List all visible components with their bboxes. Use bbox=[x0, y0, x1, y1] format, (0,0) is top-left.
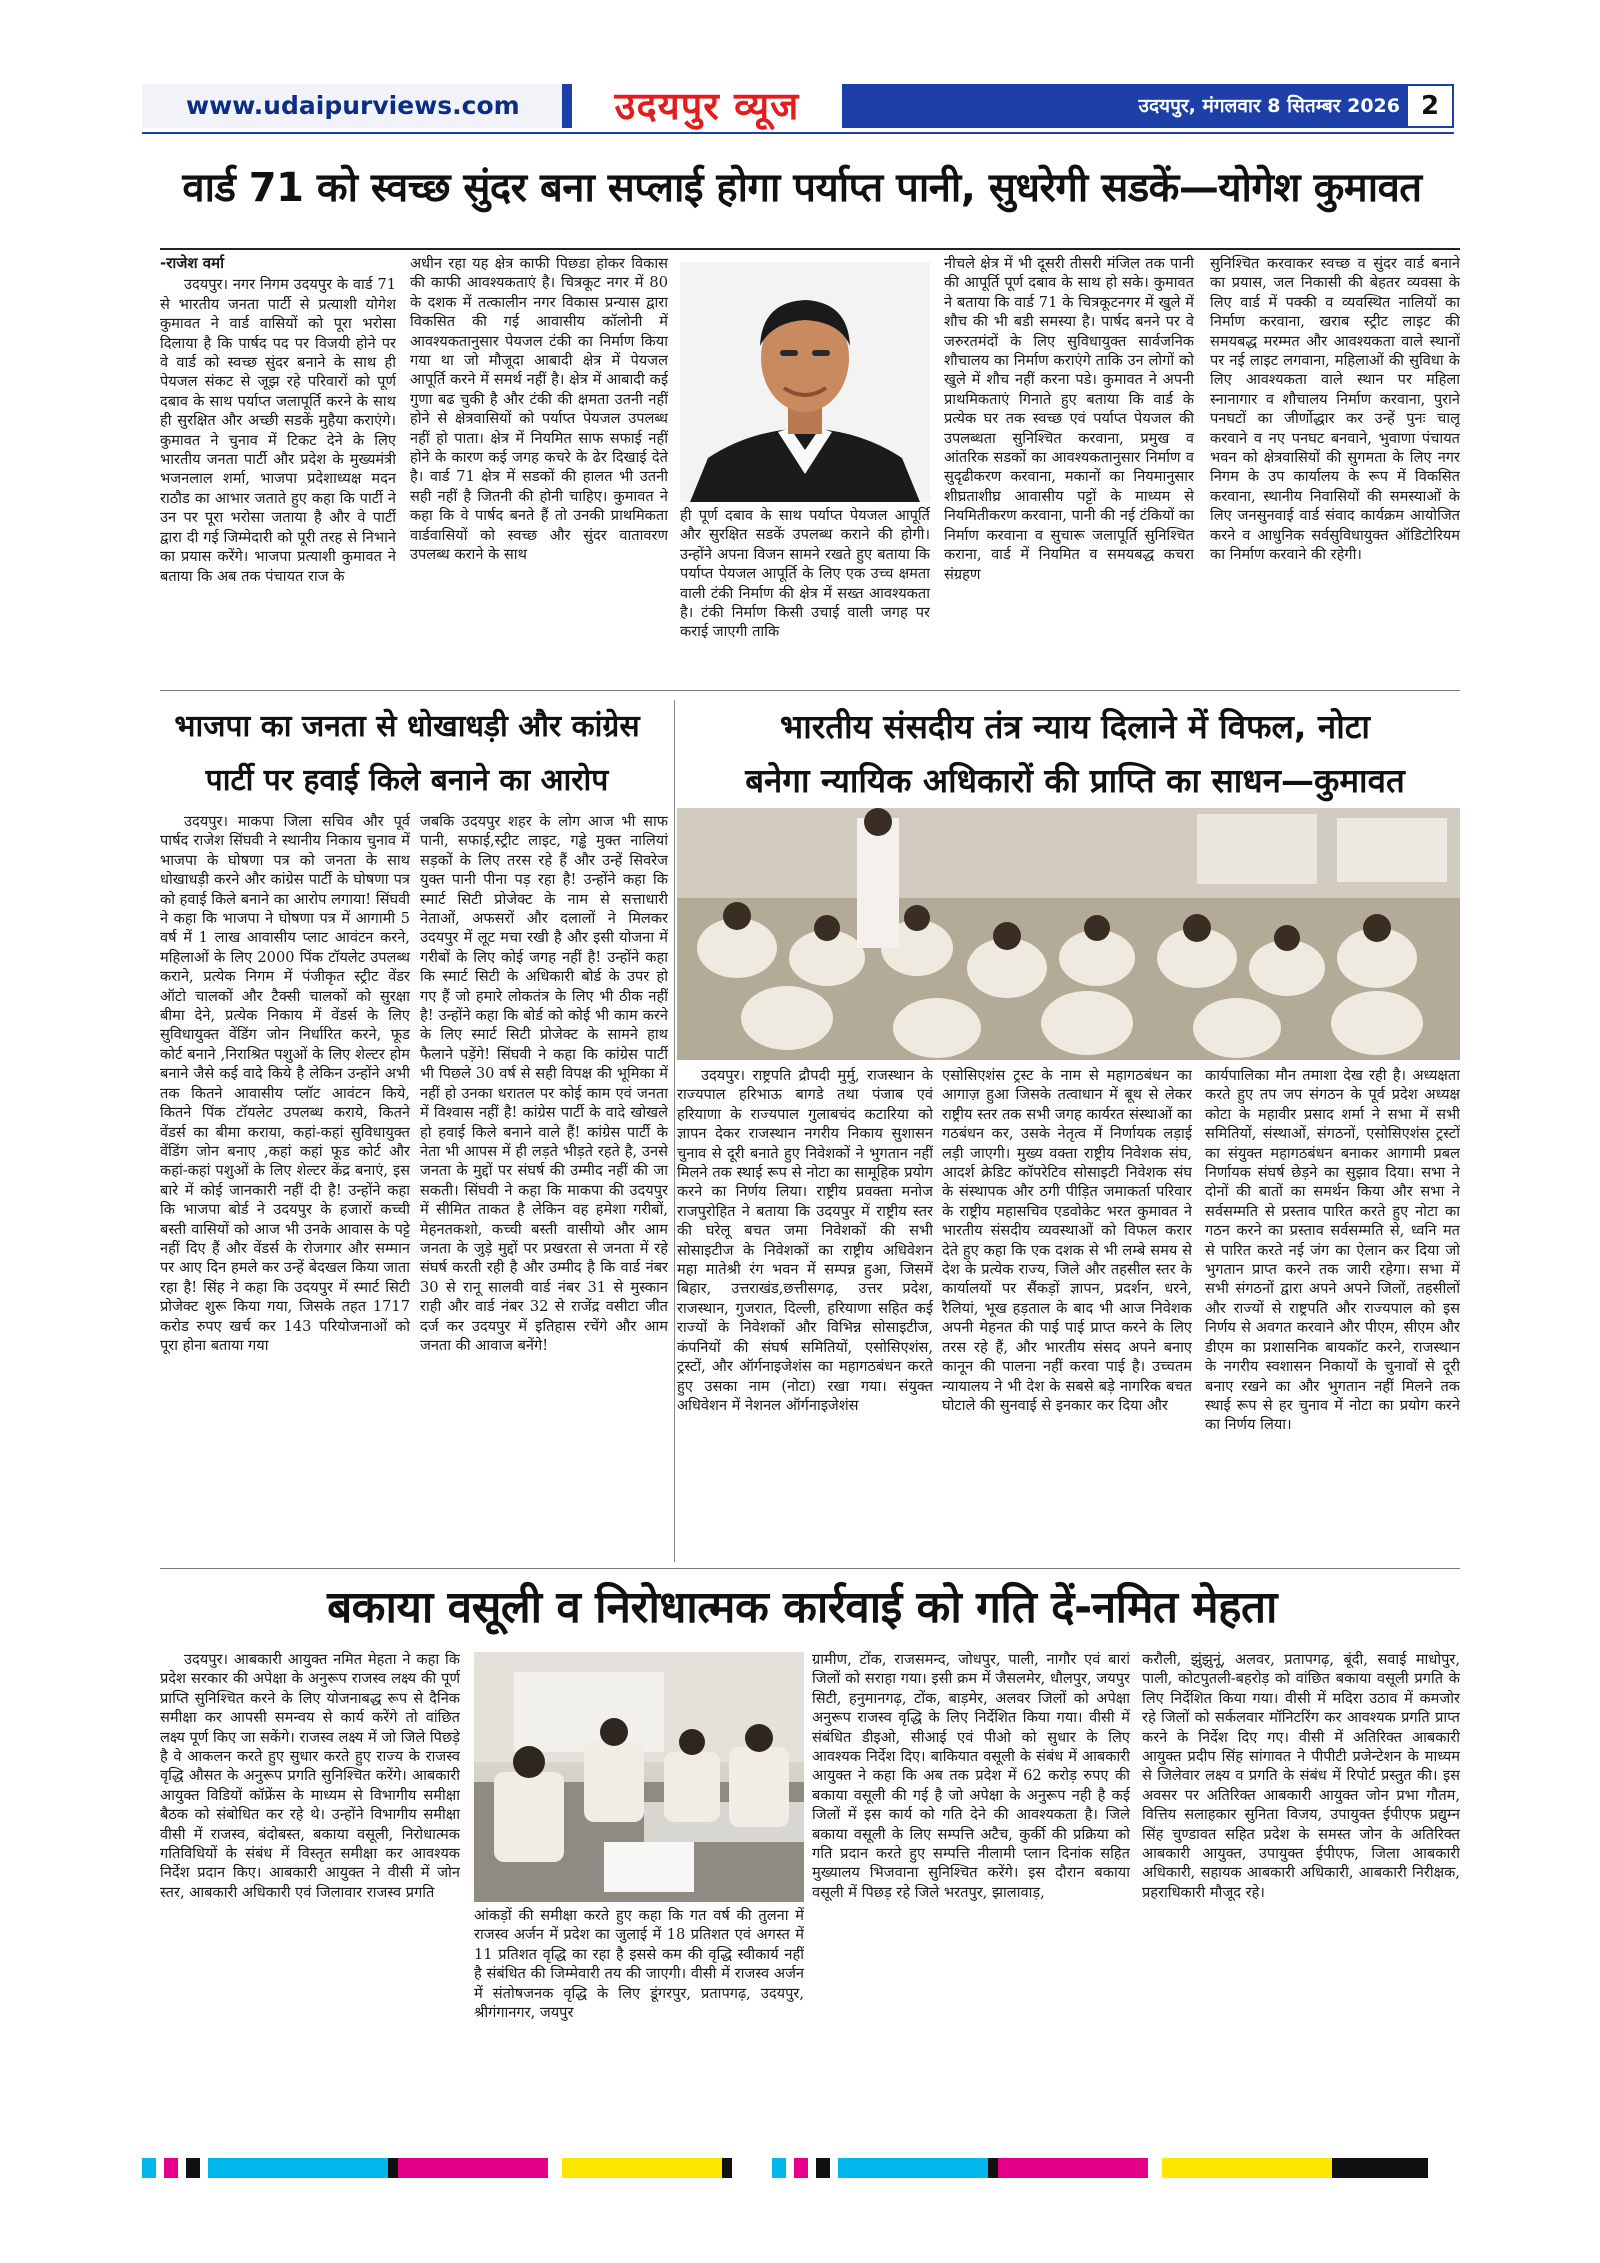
story1-column-3 bbox=[680, 506, 930, 682]
story1-rule-top bbox=[160, 248, 1460, 250]
story2-col2-text: जबकि उदयपुर शहर के लोग आज भी साफ पानी, सफाई,स्ट्रीट लाइट, गड्ढे मुक्त नालियां सड़कों के लिए तरस रहे हैं और उन्हें सिवरेज युक्त पानी पीना पड़ रहा है! उन्होंने कहा कि स्मार्ट सिटी प्रोजेक्ट के नाम से सत्ताधारी नेताओं, अफसरों और दलालों ने मिलकर उदयपुर में लूट मचा रखी है और इसी योजना में गरीबों के लिए कोई जगह नहीं है! उन्होंने कहा कि स्मार्ट सिटी के अधिकारी बोर्ड के उपर हो गए हैं जो हमारे लोकतंत्र के लिए भी ठीक नहीं है! उन्होंने कहा कि बोर्ड को कोई भी काम करने के लिए स्मार्ट सिटी प्रोजेक्ट के सामने हाथ फैलाने पड़ेंगे! सिंघवी ने कहा कि कांग्रेस पार्टी भी पिछले 30 वर्ष से सही विपक्ष की भूमिका में नहीं हो उनका धरातल पर कोई काम एवं जनता में विश्वास नहीं है! कांग्रेस पार्टी के वादे खोखले हो हवाई किले बनाने वाले हैं! कांग्रेस पार्टी के नेता भी आपस में ही लड़ते भीड़ते रहते है, उनसे जनता के मुद्दों पर संघर्ष की उम्मीद नहीं की जा सकती। सिंघवी ने कहा कि माकपा की उदयपुर में सीमित ताकत है लेकिन वह हमेशा गरीबों, मेहनतकशो, कच्ची बस्ती वासीयो और आम जनता के जुड़े मुद्दों पर प्रखरता से जनता में रहे संघर्ष करती रही है और उम्मीद है कि वार्ड नंबर 30 से रानू सालवी वार्ड नंबर 31 से मुस्कान राही और वार्ड नंबर 32 से राजेंद्र वसीटा जीत दर्ज कर उदयपुर में इतिहास रचेंगे और आम जनता की आवाज बनेंगे! bbox=[420, 813, 668, 1354]
story-vertical-divider bbox=[674, 700, 675, 1562]
story4-column-1 bbox=[160, 1650, 460, 2144]
story1-headline: वार्ड 71 को स्वच्छ सुंदर बना सप्लाई होगा पर्याप्त पानी, सुधरेगी सडकें—योगेश कुमावत bbox=[182, 165, 1422, 211]
review-meeting-illustration bbox=[474, 1652, 804, 1902]
story4-col4-text: करौली, झुंझुनूं, अलवर, प्रतापगढ़, बूंदी, सवाई माधोपुर, पाली, कोटपुतली-बहरोड़ को वांछित बकाया वसूली प्रगति के लिए निर्देशित किया गया। वीसी में मदिरा उठाव में कमजोर रहे जिलों को सर्कलवार मॉनिटरिंग कर आवश्यक प्रगति प्राप्त करने के निर्देश दिए गए। वीसी में अतिरिक्त आबकारी आयुक्त प्रदीप सिंह सांगावत ने पीपीटी प्रजेन्टेशन के माध्यम से जिलेवार लक्ष्य व प्रगति के संबंध में रिपोर्ट प्रस्तुत की। इस अवसर पर अतिरिक्त आबकारी आयुक्त जोन प्रभा गौतम, वित्तिय सलाहकार सुनिता विजय, उपायुक्त ईपीएफ प्रद्युम्न सिंह चुण्डावत सहित प्रदेश के समस्त जोन के अतिरिक्त आबकारी आयुक्त, उपायुक्त ईपीएफ, जिला आबकारी अधिकारी, सहायक आबकारी अधिकारी, आबकारी निरीक्षक, प्रहराधिकारी मौजूद रहे। bbox=[1142, 1651, 1460, 1901]
story3-col2-text: एसोसिएशंस ट्रस्ट के नाम से महागठबंधन का आगाज़ हुआ जिसके तत्वाधान में बूथ से लेकर राष्ट्रीय स्तर तक सभी जगह कार्यरत संस्थाओं का गठबंधन कर, उसके नेतृत्व में निर्णायक लड़ाई लड़ी जाएगी। मुख्य वक्ता राष्ट्रीय निवेशक संघ, आदर्श क्रेडिट कॉपरेटिव सोसाइटी निवेशक संघ के संस्थापक और ठगी पीड़ित जमाकर्ता परिवार के राष्ट्रीय महासचिव एडवोकेट भरत कुमावत ने भारतीय संसदीय व्यवस्थाओं को विफल करार देते हुए कहा कि एक दशक से भी लम्बे समय से देश के प्रत्येक राज्य, जिले और तहसील स्तर के कार्यालयों पर सैंकड़ों ज्ञापन, प्रदर्शन, धरने, रैलियां, भूख हड़ताल के बाद भी आज निवेशक अपनी मेहनत की पाई पाई प्राप्त करने के लिए तरस रहे हैं, और भारतीय संसद अपने बनाए कानून की पालना नहीं करवा पाई है। उच्चतम न्यायालय ने भी देश के सबसे बड़े नागरिक बचत घोटाले की सुनवाई से इनकार कर दिया और bbox=[942, 1067, 1192, 1414]
story2-headline-line1: भाजपा का जनता से धोखाधड़ी और कांग्रेस bbox=[174, 709, 640, 744]
review-meeting-photo bbox=[474, 1652, 804, 1902]
masthead-url[interactable]: www.udaipurviews.com bbox=[142, 84, 562, 128]
story1-col4-text: नीचले क्षेत्र में भी दूसरी तीसरी मंजिल तक पानी की आपूर्ति पूर्ण दबाव के साथ हो सके। कुमावत ने बताया कि वार्ड 71 के चित्रकूटनगर में खुले में शौच की भी बडी समस्या है। पार्षद बनने पर वे जरुरतमंदों के लिए सुविधायुक्त सार्वजनिक शौचालय का निर्माण कराएंगे ताकि उन लोगों को खुले में शौच नहीं करना पडे। कुमावत ने अपनी प्राथमिकताएं गिनाते हुए बताया कि वार्ड के प्रत्येक घर तक स्वच्छ एवं पर्याप्त पेयजल की उपलब्धता सुनिश्चित करवाना, प्रमुख व आंतरिक सडकों का आवश्यकतानुसार निर्माण व सुदृढीकरण करवाना, मकानों का नियमानुसार शीघ्रताशीघ्र आवासीय पट्टों के माध्यम से नियमितीकरण करवाना, पानी की नई टंकियों का निर्माण करवाना व सुचारू जलापूर्ति सुनिश्चित कराना, वार्ड में नियमित व समयबद्ध कचरा संग्रहण bbox=[944, 255, 1194, 583]
story1-byline: -राजेश वर्मा bbox=[160, 254, 224, 272]
story3-headline-line1: भारतीय संसदीय तंत्र न्याय दिलाने में विफल, नोटा bbox=[780, 707, 1370, 746]
story1-col1-text: उदयपुर। नगर निगम उदयपुर के वार्ड 71 से भारतीय जनता पार्टी से प्रत्याशी योगेश कुमावत ने वार्ड वासियों को पूरा भरोसा दिलाया है कि पार्षद पद पर विजयी होने पर वे वार्ड को स्वच्छ सुंदर बनाने के साथ ही पेयजल संकट से जूझ रहे परिवारों को पूर्ण दबाव के साथ पर्याप्त जलापूर्ति करने के साथ ही सुरक्षित और अच्छी सडकें मुहैया कराएंगे। कुमावत ने चुनाव में टिकट देने के लिए भारतीय जनता पार्टी और प्रदेश के मुख्यमंत्री भजनलाल शर्मा, भाजपा प्रदेशाध्यक्ष मदन राठौड का आभार जताते हुए कहा कि पार्टी ने उन पर पूरा भरोसा जताया है और वे पार्टी द्वारा दी गई जिम्मेदारी को पूरी तरह से निभाने का प्रयास करेंगे। भाजपा प्रत्याशी कुमावत ने बताया कि अब तक पंचायत राज के bbox=[160, 276, 396, 585]
story3-col3-text: कार्यपालिका मौन तमाशा देख रही है। अध्यक्षता करते हुए तप जप संगठन के पूर्व प्रदेश अध्यक्ष कोटा के महावीर प्रसाद शर्मा ने सभा में सभी समितियों, संस्थाओं, संगठनों, एसोसिएशंस ट्रस्टों का संयुक्त महागठबंधन बनाकर आगामी प्रबल निर्णायक संघर्ष छेड़ने का सुझाव दिया। सभा ने दोनों की बातों का समर्थन किया और सभा ने सर्वसम्मति से प्रस्ताव पारित करते हुए नोटा का गठन करने का प्रस्ताव सर्वसम्मति से, ध्वनि मत से पारित करते नई जंग का ऐलान कर दिया जो भुगतान प्राप्त करने तक जारी रहेगा। सभा में सभी संगठनों द्वारा अपने अपने जिलों, तहसीलों और राज्यों से राष्ट्रपति और राज्यपाल को इस निर्णय से अवगत करवाने और पीएम, सीएम और डीएम का प्रशासनिक बायकॉट करने, राजस्थान के नगरीय स्वशासन निकायों के चुनावों से दूरी बनाए रखने का और भुगतान नहीं मिलने तक स्थाई रूप से हर चुनाव में नोटा का प्रयोग करने का निर्णय लिया। bbox=[1205, 1067, 1460, 1434]
story4-column-4 bbox=[1142, 1650, 1460, 2144]
masthead-dateline: उदयपुर, मंगलवार 8 सितम्बर 2026 bbox=[1138, 95, 1400, 117]
story2-headline-line2: पार्टी पर हवाई किले बनाने का आरोप bbox=[205, 763, 609, 798]
story1-column-1 bbox=[160, 254, 396, 682]
story4-col1-text: उदयपुर। आबकारी आयुक्त नमित मेहता ने कहा कि प्रदेश सरकार की अपेक्षा के अनुरूप राजस्व लक्ष्य की पूर्ण प्राप्ति सुनिश्चित करने के लिए योजनाबद्ध रूप से दैनिक समीक्षा कर आपसी समन्वय से कार्य करेंगे तो वांछित लक्ष्य पूर्ण किए जा सकेंगे। राजस्व लक्ष्य में जो जिले पिछड़े है वे आकलन करते हुए सुधार करते हुए राज्य के राजस्व वृद्धि औसत के अनुरूप प्रगति सुनिश्चित करेंगे। आबकारी आयुक्त विडियों कॉफ्रेंस के माध्यम से विभागीय समीक्षा बैठक को संबोधित कर रहे थे। उन्होंने विभागीय समीक्षा वीसी में राजस्व, बंदोबस्त, बकाया वसूली, निरोधात्मक गतिविधियों के संबंध में विस्तृत समीक्षा कर आवश्यक निर्देश प्रदान किए। आबकारी आयुक्त ने वीसी में जोन स्तर, आबकारी अधिकारी एवं जिलावार राजस्व प्रगति bbox=[160, 1651, 460, 1901]
story4-column-2 bbox=[474, 1906, 804, 2144]
story1-col3-text: ही पूर्ण दबाव के साथ पर्याप्त पेयजल आपूर्ति और सुरक्षित सडकें उपलब्ध कराने की होगी। उन्होंने अपना विजन सामने रखते हुए बताया कि पर्याप्त पेयजल आपूर्ति के लिए एक उच्च क्षमता वाली टंकी निर्माण की क्षेत्र में सख्त आवश्यकता है। टंकी निर्माण किसी उचाई वाली जगह पर कराई जाएगी ताकि bbox=[680, 507, 930, 641]
story1-col5-text: सुनिश्चित करवाकर स्वच्छ व सुंदर वार्ड बनाने का प्रयास, जल निकासी की बेहतर व्यवसा के लिए वार्ड में पक्की व व्यवस्थित नालियों का निर्माण करवाना, खराब स्ट्रीट लाइट की समयबद्ध मरम्मत और आवश्यकता वाले स्थानों पर नई लाइट लगवाना, महिलाओं की सुविधा के लिए आवश्यकता वाले स्थान पर महिला स्नानागार व शौचालय निर्माण करवाना, पुराने पनघटों का जीर्णोद्धार कर उन्हें पुनः चालू करवाने व नए पनघट बनवाने, भुवाणा पंचायत भवन को क्षेत्रवासियों की सुगमता के लिए नगर निगम के उप कार्यालय के रूप में विकसित करवाना, स्थानीय निवासियों की समस्याओं के लिए जनसुनवाई वार्ड संवाद कार्यक्रम आयोजित करने व आधुनिक सर्वसुविधायुक्त ऑडिटोरियम का निर्माण करवाने की रहेगी। bbox=[1210, 255, 1460, 564]
story1-column-5 bbox=[1210, 254, 1460, 682]
page-number: 2 bbox=[1408, 86, 1452, 126]
yogesh-kumawat-portrait bbox=[680, 262, 930, 502]
story3-headline-line2: बनेगा न्यायिक अधिकारों की प्राप्ति का साधन—कुमावत bbox=[745, 761, 1405, 800]
story1-column-2 bbox=[410, 254, 668, 682]
story4-col2-text: आंकड़ों की समीक्षा करते हुए कहा कि गत वर्ष की तुलना में राजस्व अर्जन में प्रदेश का जुलाई में 18 प्रतिशत एवं अगस्त में 11 प्रतिशत वृद्धि का रहा है इससे कम की वृद्धि स्वीकार्य नहीं है संबंधित की जिम्मेवारी तय की जाएगी। वीसी में राजस्व अर्जन में संतोषजनक वृद्धि के लिए डूंगरपुर, प्रतापगढ़, उदयपुर, श्रीगंगानगर, जयपुर bbox=[474, 1907, 804, 2022]
section-divider-2 bbox=[160, 1568, 1460, 1569]
story3-column-1 bbox=[677, 1066, 933, 1560]
color-registration-strip bbox=[142, 2158, 1454, 2178]
masthead-divider bbox=[142, 132, 1454, 134]
meeting-illustration bbox=[677, 808, 1460, 1060]
story3-column-3 bbox=[1205, 1066, 1460, 1560]
story2-column-2 bbox=[420, 812, 668, 1560]
story2-headline bbox=[142, 700, 672, 808]
section-divider-1 bbox=[160, 690, 1460, 691]
story4-headline: बकाया वसूली व निरोधात्मक कार्रवाई को गति दें-नमित मेहता bbox=[327, 1582, 1277, 1633]
story2-col1-text: उदयपुर। माकपा जिला सचिव और पूर्व पार्षद राजेश सिंघवी ने स्थानीय निकाय चुनाव में भाजपा के घोषणा पत्र को जनता के साथ धोखाधड़ी करने और कांग्रेस पार्टी के घोषणा पत्र को हवाई किले बनाने का आरोप लगाया! सिंघवी ने कहा कि भाजपा ने घोषणा पत्र में आगामी 5 वर्ष में 1 लाख आवासीय प्लाट आवंटन करने, महिलाओं के लिए 2000 पिंक टॉयलेट उपलब्ध कराने, प्रत्येक निगम में पंजीकृत स्ट्रीट वेंडर ऑटो चालकों और टैक्सी चालकों को सुरक्षा बीमा देने, प्रत्येक निकाय में वेंडर्स के लिए सुविधायुक्त वेंडिंग जोन निर्धारित करने, फूड कोर्ट बनाने ,निराश्रित पशुओं के लिए शेल्टर होम बनाने जैसे कई वादे किये है लेकिन उन्होंने अभी तक कितने आवासीय प्लॉट आवंटन किये, कितने पिंक टॉयलेट उपलब्ध कराये, कितने वेंडर्स का बीमा कराया, कहां-कहां सुविधायुक्त वेंडिंग जोन बनाए ,कहां कहां फूड कोर्ट और कहां-कहां पशुओं के लिए शेल्टर केंद्र बनाएं, इस बारे में कोई जानकारी नहीं दी है! उन्होंने कहा कि भाजपा बोर्ड ने उदयपुर के हजारों कच्ची बस्ती वासियों को आज भी उनके आवास के पट्टे नहीं दिए हैं और वेंडर्स के रोजगार और सम्मान पर आए दिन हमले कर उन्हें बेदखल किया जाता रहा है! सिंह ने कहा कि उदयपुर में स्मार्ट सिटी प्रोजेक्ट शुरू किया गया, जिसके तहत 1717 करोड रुपए खर्च कर 143 परियोजनाओं को पूरा होना बताया गया bbox=[160, 813, 410, 1354]
story4-col3-text: ग्रामीण, टोंक, राजसमन्द, जोधपुर, पाली, नागौर एवं बारां जिलों को सराहा गया। इसी क्रम में जैसलमेर, धौलपुर, जयपुर सिटी, हनुमानगढ़, टोंक, बाड़मेर, अलवर जिलों को अपेक्षा अनुरूप राजस्व वृद्धि के लिए निर्देशित किया गया। वीसी में संबंधित डीइओ, सीआई एवं पीओ को सुधार के लिए आवश्यक निर्देश दिए। बाकियात वसूली के संबंध में आबकारी आयुक्त ने कहा कि अब तक प्रदेश में 62 करोड़ रुपए की बकाया वसूली की गई है जो अपेक्षा के अनुरूप नही है कई जिलों में इस कार्य को गति देने की आवश्यकता है। जिले बकाया वसूली के लिए सम्पत्ति अटैच, कुर्की की प्रक्रिया को गति प्रदान करते हुए सम्पत्ति नीलामी प्लान दिनांक सहित मुख्यालय भिजवाना सुनिश्चित करेंगे। इस दौरान बकाया वसूली में पिछड़ रहे जिले भरतपुर, झालावाड़, bbox=[812, 1651, 1130, 1901]
story1-col2-text: अधीन रहा यह क्षेत्र काफी पिछडा होकर विकास की काफी आवश्यकताएं है। चित्रकूट नगर में 80 के दशक में तत्कालीन नगर विकास प्रन्यास द्वारा विकसित की गई आवासीय कॉलोनी में आवश्यकतानुसार पेयजल टंकी का निर्माण किया गया था जो मौजूदा आबादी क्षेत्र में पेयजल आपूर्ति करने में समर्थ नहीं है। क्षेत्र में आबादी कई गुणा बढ चुकी है और टंकी की क्षमता उतनी नहीं होने से क्षेत्रवासियों को पर्याप्त पेयजल उपलब्ध नहीं हो पाता। क्षेत्र में नियमित साफ सफाई नहीं होने के कारण कई जगह कचरे के ढेर दिखाई देते है। वार्ड 71 क्षेत्र में सडकों की हालत भी उतनी सही नहीं है जितनी की होनी चाहिए। कुमावत ने कहा कि वे पार्षद बनते हैं तो उनकी प्राथमिकता वार्डवासियों को स्वच्छ और सुंदर वातावरण उपलब्ध कराने के साथ bbox=[410, 255, 668, 564]
story3-column-2 bbox=[942, 1066, 1192, 1560]
masthead-logo: उदयपुर व्यूज bbox=[572, 80, 842, 132]
story4-column-3 bbox=[812, 1650, 1130, 2144]
meeting-photo bbox=[677, 808, 1460, 1060]
portrait-illustration bbox=[680, 262, 930, 502]
story3-col1-text: उदयपुर। राष्ट्रपति द्रौपदी मुर्मु, राजस्थान के राज्यपाल हरिभाऊ बागडे तथा पंजाब एवं हरियाणा के राज्यपाल गुलाबचंद कटारिया को ज्ञापन देकर राजस्थान नगरीय निकाय सुशासन चुनाव से दूरी बनाते हुए निवेशकों ने भुगतान नहीं मिलने तक स्थाई रूप से नोटा का सामूहिक प्रयोग करने का निर्णय लिया। राष्ट्रीय प्रवक्ता मनोज राजपुरोहित ने बताया कि उदयपुर में राष्ट्रीय स्तर की घरेलू बचत जमा निवेशकों की सभी सोसाइटीज के निवेशकों का राष्ट्रीय अधिवेशन महा मातेश्री रंग भवन में सम्पन्न हुआ, जिसमें बिहार, उत्तराखंड,छत्तीसगढ़, उत्तर प्रदेश, राजस्थान, गुजरात, दिल्ली, हरियाणा सहित कई राज्यों के निवेशकों और विभिन्न सोसाइटीज, कंपनियों की संघर्ष समितियों, एसोसिएशंस, ट्रस्टों, और ऑर्गनाइजेशंस का महागठबंधन करते हुए उसका नाम (नोटा) रखा गया। संयुक्त अधिवेशन में नेशनल ऑर्गनाइजेशंस bbox=[677, 1067, 933, 1414]
story2-column-1 bbox=[160, 812, 410, 1560]
story1-column-4 bbox=[944, 254, 1194, 682]
story3-headline bbox=[690, 700, 1460, 808]
